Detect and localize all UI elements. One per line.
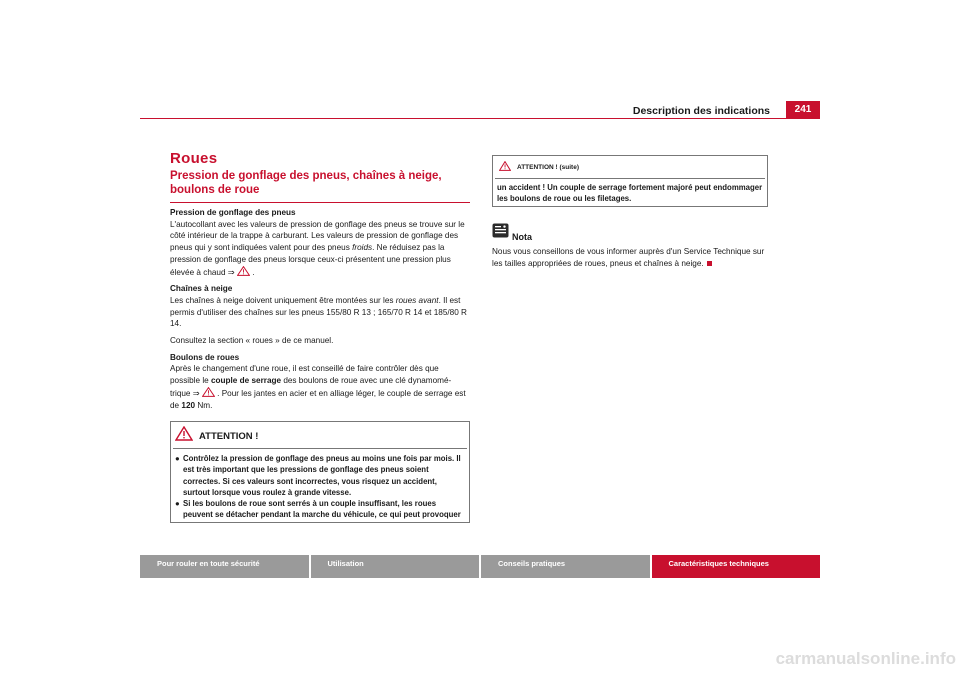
wheel-bolts-text: Après le changement d'une roue, il est conseillé de faire contrôler dès que possible le couple de serrage des boulons de roue avec une clé dynamomé-trique ⇒ . Pour les jantes en acier et en alliage léger, le couple de serrage est de 120 Nm.: [170, 364, 466, 410]
section-heading: Roues: [170, 150, 218, 167]
warning-triangle-icon: [202, 389, 215, 398]
end-marker: [707, 261, 712, 266]
warning-content: [173, 448, 467, 522]
warning-continued-header: [495, 156, 765, 179]
page-number: 241: [786, 101, 820, 118]
warning-header: [171, 422, 469, 448]
tire-pressure-title: Pression de gonflage des pneus: [170, 208, 296, 217]
warning-continued-box: [492, 155, 768, 207]
left-column: [170, 150, 470, 523]
snow-chains-text: Les chaînes à neige doivent uniquement être montées sur les roues avant. Il est permis d'utiliser des chaînes sur les pneus 155/80 R 13 ; 165/70 R 14 et 185/80 R 14.: [170, 295, 467, 329]
warning-triangle-icon: [175, 426, 193, 446]
tire-pressure-text: L'autocollant avec les valeurs de pression de gonflage des pneus se trouve sur le côté intérieur de la trappe à carburant. Les valeurs de pression de gonflage des pneus qui y sont indiquées valent pour des pneus froids. Ne réduisez pas la pression de gonflage des pneus lorsque ceux-ci présentent une pression plus élevée à chaud ⇒ .: [170, 219, 465, 277]
footer-tab-usage[interactable]: Utilisation: [311, 555, 480, 578]
note-header: [492, 223, 768, 243]
warning-title: ATTENTION !: [199, 430, 259, 442]
warning-bullet: ● Contrôlez la pression de gonflage des pneus au moins une fois par mois. Il est très important que les pressions de gonflage des pneus soient correctes. Si ces valeurs sont incorrectes, vous risquez un accident, surtout lorsque vous roulez à grande vitesse.: [175, 454, 461, 497]
note-text: Nous vous conseillons de vous informer auprès d'un Service Technique sur les tailles appropriées de roues, pneus et chaînes à neige.: [492, 247, 765, 268]
warning-bullet: ● Si les boulons de roue sont serrés à un couple insuffisant, les roues peuvent se détacher pendant la marche du véhicule, ce qui peut provoquer: [175, 499, 461, 520]
footer-tab-tips[interactable]: Conseils pratiques: [481, 555, 650, 578]
warning-box: [170, 421, 470, 523]
note-icon: [492, 223, 509, 243]
watermark: carmanualsonline.info: [775, 649, 956, 668]
warning-continued-text: un accident ! Un couple de serrage fortement majoré peut endommager les boulons de roue ou les filetages.: [497, 183, 763, 203]
section-subheading: Pression de gonflage des pneus, chaînes à neige, boulons de roue: [170, 169, 470, 203]
warning-triangle-icon: [237, 268, 250, 277]
wheel-bolts-title: Boulons de roues: [170, 352, 240, 362]
header-rule: [140, 118, 820, 119]
snow-chains-reference: Consultez la section « roues » de ce manuel.: [170, 336, 334, 346]
footer-tab-safety[interactable]: Pour rouler en toute sécurité: [140, 555, 309, 578]
warning-triangle-icon: [499, 158, 511, 176]
snow-chains-title: Chaînes à neige: [170, 284, 233, 294]
footer-nav: [140, 555, 820, 578]
footer-tab-specs[interactable]: Caractéristiques techniques: [652, 555, 821, 578]
note-title: Nota: [512, 232, 532, 242]
page-header-title: Description des indications: [632, 105, 770, 117]
warning-continued-title: ATTENTION ! (suite): [517, 163, 579, 171]
note-block: [492, 223, 768, 269]
right-column: [492, 155, 768, 269]
